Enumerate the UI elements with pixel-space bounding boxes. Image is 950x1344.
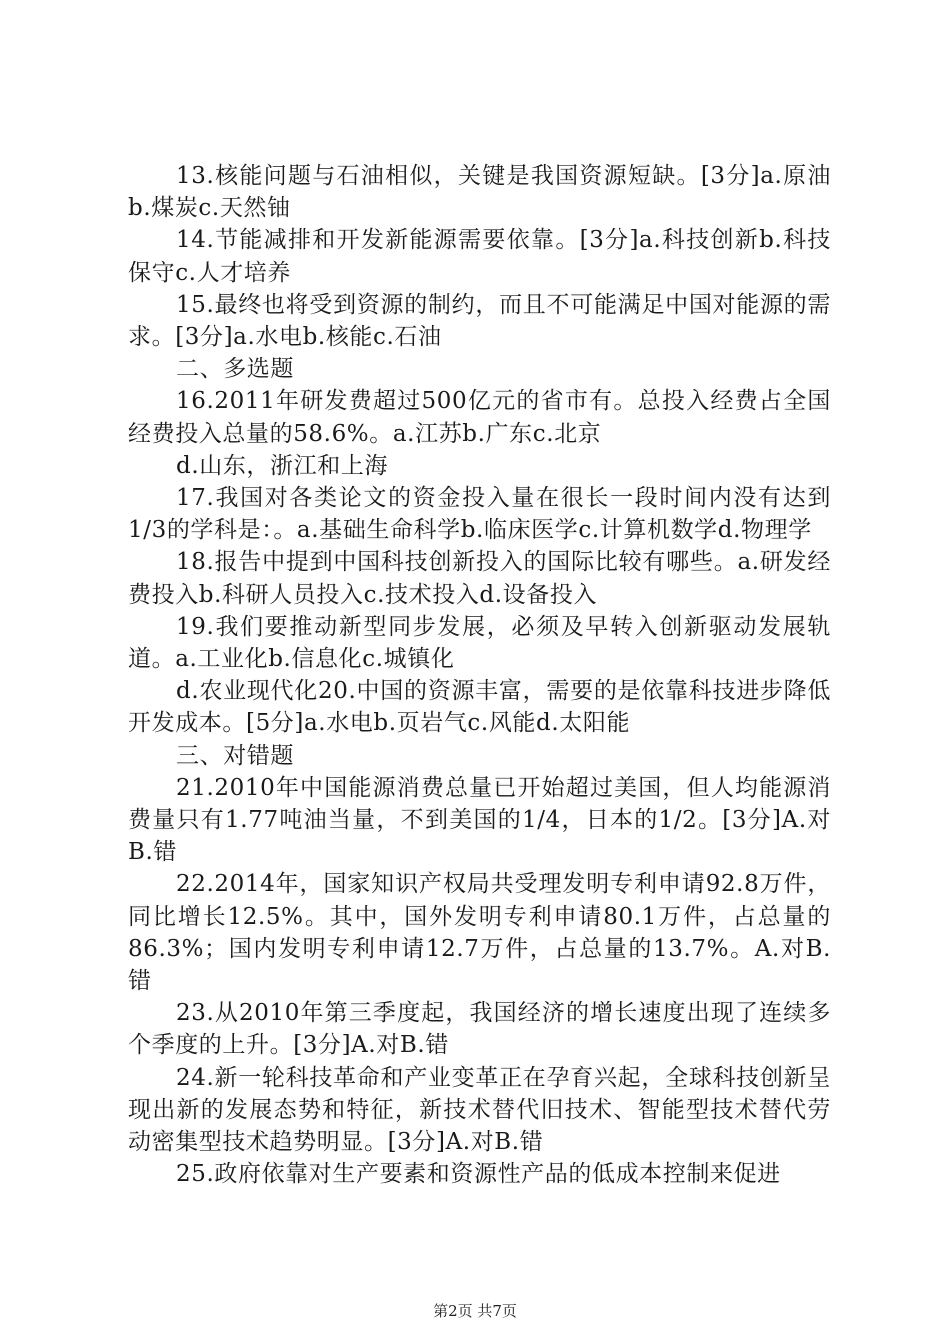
paragraph-q22: 22.2014年，国家知识产权局共受理发明专利申请92.8万件，同比增长12.5%。其中，国外发明专利申请80.1万件，占总量的86.3%；国内发明专利申请12.7万件，占总量的13.7%。A.对B.错	[128, 871, 831, 995]
paragraph-q25: 25.政府依靠对生产要素和资源性产品的低成本控制来促进	[176, 1161, 781, 1188]
paragraph-q23: 23.从2010年第三季度起，我国经济的增长速度出现了连续多个季度的上升。[3分]A.对B.错	[128, 1000, 831, 1059]
paragraph-q14: 14.节能减排和开发新能源需要依靠。[3分]a.科技创新b.科技保守c.人才培养	[128, 227, 831, 286]
section-heading-true-false: 三、对错题	[176, 742, 294, 769]
paragraph-q16: 16.2011年研发费超过500亿元的省市有。总投入经费占全国经费投入总量的58.6%。a.江苏b.广东c.北京	[128, 388, 831, 447]
paragraph-q15: 15.最终也将受到资源的制约，而且不可能满足中国对能源的需求。[3分]a.水电b.核能c.石油	[128, 291, 831, 351]
paragraph-q16-option-d: d.山东，浙江和上海	[176, 452, 389, 479]
document-body	[128, 160, 831, 1191]
paragraph-q19: 19.我们要推动新型同步发展，必须及早转入创新驱动发展轨道。a.工业化b.信息化c.城镇化	[128, 613, 831, 673]
section-heading-multiple-choice: 二、多选题	[176, 356, 294, 383]
paragraph-q18: 18.报告中提到中国科技创新投入的国际比较有哪些。a.研发经费投入b.科研人员投入c.技术投入d.设备投入	[128, 549, 831, 608]
paragraph-q19-option-d-q20: d.农业现代化20.中国的资源丰富，需要的是依靠科技进步降低开发成本。[5分]a.水电b.页岩气c.风能d.太阳能	[128, 678, 831, 737]
paragraph-q17: 17.我国对各类论文的资金投入量在很长一段时间内没有达到1/3的学科是：。a.基础生命科学b.临床医学c.计算机数学d.物理学	[128, 485, 831, 544]
paragraph-q13: 13.核能问题与石油相似，关键是我国资源短缺。[3分]a.原油b.煤炭c.天然铀	[128, 163, 831, 222]
paragraph-q21: 21.2010年中国能源消费总量已开始超过美国，但人均能源消费量只有1.77吨油当量，不到美国的1/4，日本的1/2。[3分]A.对B.错	[128, 774, 831, 866]
paragraph-q24: 24.新一轮科技革命和产业变革正在孕育兴起，全球科技创新呈现出新的发展态势和特征，新技术替代旧技术、智能型技术替代劳动密集型技术趋势明显。[3分]A.对B.错	[128, 1064, 831, 1156]
page-footer: 第2页 共7页	[433, 1302, 517, 1320]
